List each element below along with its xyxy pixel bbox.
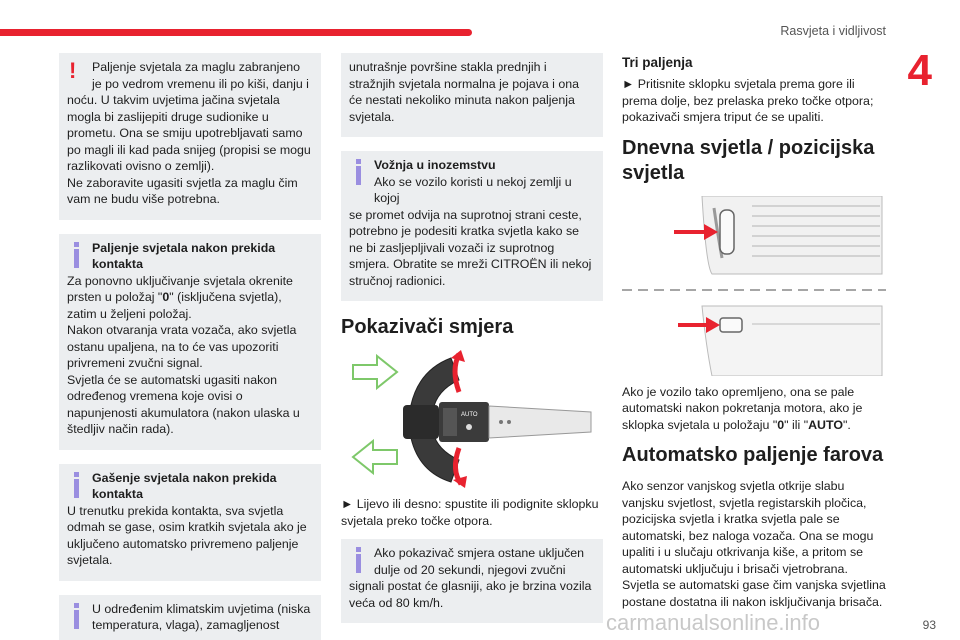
chapter-number: 4: [907, 46, 932, 95]
headlight-drawing: [622, 196, 886, 376]
watermark: carmanualsonline.info: [606, 610, 821, 635]
driving-abroad-box: [341, 151, 603, 301]
right-arrow-icon: [353, 356, 397, 388]
drl-heading: Dnevna svjetla / pozicijska svjetla: [622, 136, 875, 184]
drl-lamp: [720, 210, 734, 254]
position-lamp: [720, 318, 742, 332]
three-flashes-title: Tri paljenja: [622, 55, 693, 70]
info-body: signali postat će glasniji, ako je brzina vozila veća od 80 km/h.: [349, 579, 592, 610]
top-red-rule: [0, 29, 472, 36]
info-title: Gašenje svjetala nakon prekida kontakta: [92, 470, 277, 501]
drl-illustration: [622, 196, 886, 376]
info-icon: [74, 242, 79, 268]
info-title: Vožnja u inozemstvu: [374, 158, 496, 172]
info-icon: [74, 603, 79, 629]
info-icon: [74, 472, 79, 498]
warning-lead: Paljenje svjetala za maglu zabranjeno je po vedrom vremenu ili po kiši, danju i: [92, 60, 309, 91]
indicator-instruction: ► Lijevo ili desno: spustite ili podignite sklopku svjetala preko točke otpora.: [341, 497, 599, 528]
column-1: [59, 53, 321, 640]
auto-headlights-body: Ako senzor vanjskog svjetla otkrije slabu vanjsku svjetlost, svjetla registarskih pločica, pozicijska svjetla i kratka svjetla pale se automatski, bez naloga vozača. Ona se mogu upaliti i u slučaju otkrivanja kiše, a pritom se automatski uključuju i brisači vjetrobrana.: [622, 479, 874, 576]
page-number: 93: [922, 618, 936, 632]
warning-body-2: Ne zaboravite ugasiti svjetla za maglu čim vam ne budu više potrebna.: [67, 175, 298, 206]
continued-text: unutrašnje površine stakla prednjih i stražnjih svjetala normalna je pojava i ona će nestati nekoliko minuta nakon paljenja svjetala.: [349, 60, 580, 124]
warning-body: noću. U takvim uvjetima jačina svjetala mogla bi zaslijepiti druge sudionike u prometu. Ona se smiju upotrebljavati samo po magli ili kad pada snijeg (propisi se mogu razlikovati ovisno o zemlji).: [67, 93, 311, 173]
auto-headlights-heading: Automatsko paljenje farova: [622, 444, 884, 466]
info-body-2: Nakon otvaranja vrata vozača, ako svjetla ostanu upaljena, na to će vas upozoriti privremeni zvučni signal.: [67, 323, 297, 370]
fog-light-warning-box: [59, 53, 321, 220]
info-body: se promet odvija na suprotnoj strani ceste, potrebno je podesiti kratka svjetla kako se ne bi zasljepljivali vozači iz suprotnog smjera. Obratite se mreži CITROËN ili nekoj stručnoj radionici.: [349, 207, 592, 288]
drl-body: Ako je vozilo tako opremljeno, ona se pale automatski nakon pokretanja motora, ako je sklopka svjetala u položaju "0" ili "AUTO".: [622, 384, 863, 432]
indicator-stalk-illustration: [341, 350, 603, 490]
left-arrow-icon: [353, 441, 397, 473]
indicator-info-box: [341, 539, 603, 623]
indicators-heading: Pokazivači smjera: [341, 316, 514, 338]
info-icon: [356, 547, 361, 573]
warning-exclamation-icon: !: [69, 58, 77, 83]
condensation-continued-box: [341, 53, 603, 137]
info-lead: Ako pokazivač smjera ostane uključen dulje od 20 sekundi, njegovi zvučni: [374, 546, 585, 577]
lights-after-ignition-off-box: [59, 234, 321, 450]
column-2: [341, 53, 603, 637]
info-icon: [356, 159, 361, 185]
auto-headlights-body-2: Svjetla se automatski gase čim vanjska svjetlina postane dostatna ili nakon isključivanja brisača.: [622, 578, 886, 609]
section-title: Rasvjeta i vidljivost: [780, 24, 886, 38]
column-3: [622, 53, 886, 620]
lights-off-box: [59, 464, 321, 581]
stalk-label: AUTO: [461, 412, 478, 418]
info-lead: Ako se vozilo koristi u nekoj zemlji u kojoj: [374, 174, 572, 205]
info-title: Paljenje svjetala nakon prekida kontakta: [92, 240, 276, 271]
stalk-drawing: [341, 350, 603, 490]
condensation-box: [59, 595, 321, 640]
info-lead: U određenim klimatskim uvjetima (niska temperatura, vlaga), zamagljenost: [92, 601, 311, 632]
three-flashes-body: ► Pritisnite sklopku svjetala prema gore ili prema dolje, bez prelaska preko točke otpora; pokazivači smjera triput će se upaliti.: [622, 77, 874, 124]
info-body: Za ponovno uključivanje svjetala okrenite prsten u položaj "0" (isključena svjetla), zatim u željeni položaj.: [67, 273, 293, 321]
info-body: U trenutku prekida kontakta, sva svjetla odmah se gase, osim kratkih svjetala ako je uključeno automatsko privremeno paljenje svjetala.: [67, 503, 307, 567]
info-body-3: Svjetla će se automatski ugasiti nakon određenog vremena koje ovisi o napunjenosti akumulatora (nakon ulaska u štedljiv način rada).: [67, 372, 300, 436]
